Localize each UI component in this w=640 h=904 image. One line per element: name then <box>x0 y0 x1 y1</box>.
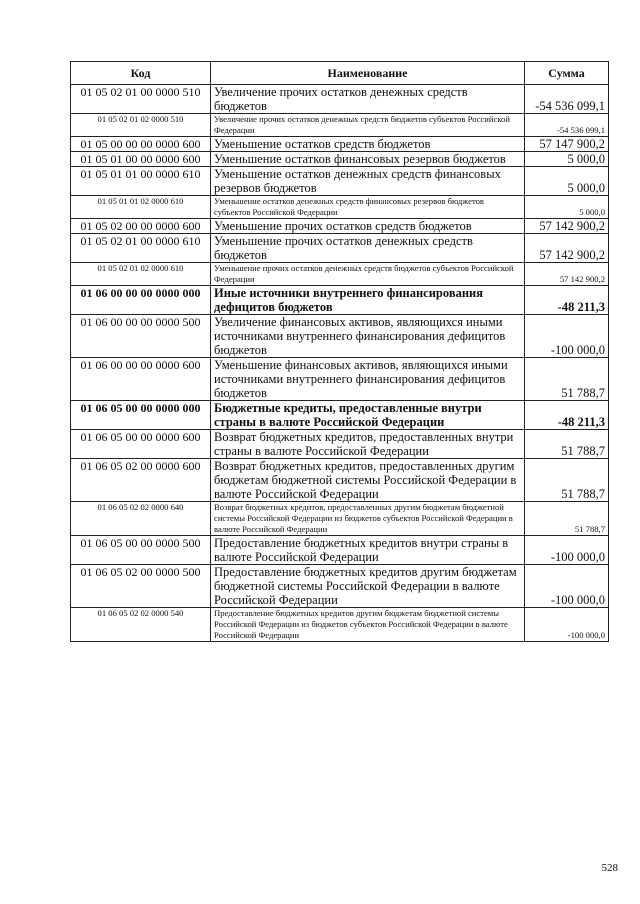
row-amount: 57 147 900,2 <box>525 137 609 152</box>
table-row <box>71 85 609 114</box>
row-amount: 51 788,7 <box>525 502 609 536</box>
table-row <box>71 608 609 642</box>
row-code: 01 05 01 01 02 0000 610 <box>71 196 211 219</box>
row-name: Увеличение прочих остатков денежных средств бюджетов субъектов Российской Федерации <box>211 114 525 137</box>
row-code: 01 06 05 02 00 0000 500 <box>71 565 211 608</box>
row-amount: 51 788,7 <box>525 430 609 459</box>
row-name: Увеличение прочих остатков денежных средств бюджетов <box>211 85 525 114</box>
row-name: Уменьшение финансовых активов, являющихся иными источниками внутреннего финансирования дефицитов бюджетов <box>211 358 525 401</box>
row-amount: 5 000,0 <box>525 152 609 167</box>
page-number: 528 <box>601 862 618 874</box>
row-name: Возврат бюджетных кредитов, предоставленных другим бюджетам бюджетной системы Российской Федерации из бюджетов субъектов Российской Федерации в валюте Российской Федерации <box>211 502 525 536</box>
table-row <box>71 315 609 358</box>
row-amount: 57 142 900,2 <box>525 263 609 286</box>
row-code: 01 06 05 02 00 0000 600 <box>71 459 211 502</box>
row-amount: -100 000,0 <box>525 315 609 358</box>
table-row <box>71 137 609 152</box>
row-name: Уменьшение остатков денежных средств финансовых резервов бюджетов <box>211 167 525 196</box>
row-amount: 5 000,0 <box>525 196 609 219</box>
row-code: 01 06 05 00 00 0000 600 <box>71 430 211 459</box>
row-code: 01 06 05 02 02 0000 640 <box>71 502 211 536</box>
row-amount: -100 000,0 <box>525 565 609 608</box>
row-code: 01 05 02 01 02 0000 610 <box>71 263 211 286</box>
header-code: Код <box>71 62 211 85</box>
table-row <box>71 358 609 401</box>
row-code: 01 06 05 02 02 0000 540 <box>71 608 211 642</box>
row-name: Бюджетные кредиты, предоставленные внутри страны в валюте Российской Федерации <box>211 401 525 430</box>
row-name: Уменьшение остатков денежных средств финансовых резервов бюджетов субъектов Российской Федерации <box>211 196 525 219</box>
row-code: 01 06 05 00 00 0000 500 <box>71 536 211 565</box>
row-amount: -54 536 099,1 <box>525 85 609 114</box>
row-amount: -48 211,3 <box>525 401 609 430</box>
row-code: 01 05 01 01 00 0000 610 <box>71 167 211 196</box>
row-name: Уменьшение прочих остатков денежных средств бюджетов субъектов Российской Федерации <box>211 263 525 286</box>
row-amount: 51 788,7 <box>525 459 609 502</box>
table-row <box>71 196 609 219</box>
row-code: 01 05 01 00 00 0000 600 <box>71 152 211 167</box>
row-amount: -54 536 099,1 <box>525 114 609 137</box>
table-header-row <box>71 62 609 85</box>
row-name: Возврат бюджетных кредитов, предоставленных внутри страны в валюте Российской Федерации <box>211 430 525 459</box>
row-name: Предоставление бюджетных кредитов внутри страны в валюте Российской Федерации <box>211 536 525 565</box>
table-row <box>71 459 609 502</box>
row-amount: 57 142 900,2 <box>525 219 609 234</box>
table-row <box>71 401 609 430</box>
row-code: 01 06 05 00 00 0000 000 <box>71 401 211 430</box>
row-code: 01 06 00 00 00 0000 500 <box>71 315 211 358</box>
row-name: Уменьшение прочих остатков средств бюджетов <box>211 219 525 234</box>
table-row <box>71 152 609 167</box>
row-code: 01 05 02 01 02 0000 510 <box>71 114 211 137</box>
table-row <box>71 167 609 196</box>
table-row <box>71 219 609 234</box>
row-name: Иные источники внутреннего финансирования дефицитов бюджетов <box>211 286 525 315</box>
row-name: Уменьшение прочих остатков денежных средств бюджетов <box>211 234 525 263</box>
row-code: 01 06 00 00 00 0000 600 <box>71 358 211 401</box>
header-name: Наименование <box>211 62 525 85</box>
table-row <box>71 234 609 263</box>
row-code: 01 06 00 00 00 0000 000 <box>71 286 211 315</box>
table-row <box>71 430 609 459</box>
row-code: 01 05 02 01 00 0000 610 <box>71 234 211 263</box>
row-name: Предоставление бюджетных кредитов другим бюджетам бюджетной системы Российской Федерации из бюджетов субъектов Российской Федерации в валюте Российской Федерации <box>211 608 525 642</box>
table-row <box>71 114 609 137</box>
table-row <box>71 502 609 536</box>
table-body <box>71 85 609 642</box>
header-amount: Сумма <box>525 62 609 85</box>
row-amount: -48 211,3 <box>525 286 609 315</box>
row-amount: 51 788,7 <box>525 358 609 401</box>
table-row <box>71 536 609 565</box>
budget-sources-table <box>70 61 609 642</box>
row-name: Уменьшение остатков средств бюджетов <box>211 137 525 152</box>
row-amount: 57 142 900,2 <box>525 234 609 263</box>
row-amount: -100 000,0 <box>525 608 609 642</box>
table-row <box>71 565 609 608</box>
row-name: Увеличение финансовых активов, являющихся иными источниками внутреннего финансирования дефицитов бюджетов <box>211 315 525 358</box>
row-amount: 5 000,0 <box>525 167 609 196</box>
row-amount: -100 000,0 <box>525 536 609 565</box>
budget-table-container <box>70 61 608 642</box>
row-code: 01 05 00 00 00 0000 600 <box>71 137 211 152</box>
row-name: Уменьшение остатков финансовых резервов бюджетов <box>211 152 525 167</box>
row-name: Предоставление бюджетных кредитов другим бюджетам бюджетной системы Российской Федерации в валюте Российской Федерации <box>211 565 525 608</box>
table-row <box>71 263 609 286</box>
row-code: 01 05 02 00 00 0000 600 <box>71 219 211 234</box>
row-name: Возврат бюджетных кредитов, предоставленных другим бюджетам бюджетной системы Российской Федерации в валюте Российской Федерации <box>211 459 525 502</box>
row-code: 01 05 02 01 00 0000 510 <box>71 85 211 114</box>
table-row <box>71 286 609 315</box>
